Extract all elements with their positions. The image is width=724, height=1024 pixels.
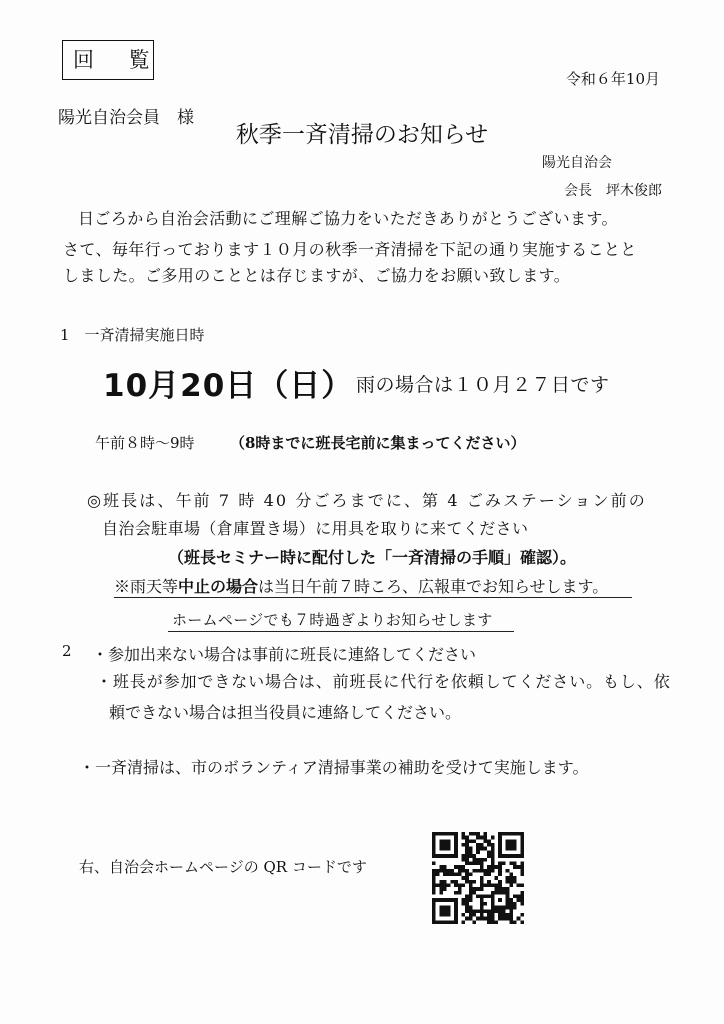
cancel-prefix: ※雨天等 bbox=[114, 577, 179, 596]
qr-code-icon[interactable] bbox=[432, 832, 524, 924]
section-1-heading: 1 一斉清掃実施日時 bbox=[60, 326, 205, 344]
qr-caption: 右、自治会ホームページの QR コードです bbox=[79, 858, 367, 876]
section-2-item-2-cont: 頼できない場合は担当役員に連絡してください。 bbox=[109, 703, 462, 722]
section-2-item-1: ・参加出来ない場合は事前に班長に連絡してください bbox=[92, 645, 477, 664]
homepage-note: ホームページでも７時過ぎよりお知らせします bbox=[172, 611, 493, 629]
section-2-number: 2 bbox=[62, 642, 72, 660]
gather-note: （8時までに班長宅前に集まってください） bbox=[230, 434, 526, 452]
circulation-stamp: 回 覧 bbox=[62, 40, 154, 80]
cancel-suffix: は当日午前７時ころ、広報車でお知らせします。 bbox=[258, 577, 609, 596]
cancel-underline bbox=[114, 597, 632, 598]
organization-name: 陽光自治会 bbox=[542, 155, 612, 171]
leader-note-line-3: （班長セミナー時に配付した「一斉清掃の手順」確認）。 bbox=[168, 548, 577, 567]
chair-name: 会長 坪木俊郎 bbox=[564, 183, 662, 199]
cancel-bold: 中止の場合 bbox=[178, 577, 259, 596]
leader-note-line-1: ◎班長は、午前 7 時 40 分ごろまでに、第 4 ごみステーション前の bbox=[87, 491, 647, 510]
intro-line-2: さて、毎年行っております１０月の秋季一斉清掃を下記の通り実施することと bbox=[63, 240, 637, 259]
intro-line-1: 日ごろから自治会活動にご理解ご協力をいただきありがとうございます。 bbox=[78, 209, 618, 228]
addressee: 陽光自治会員 様 bbox=[58, 108, 194, 128]
subsidy-note: ・一斉清掃は、市のボランティア清掃事業の補助を受けて実施します。 bbox=[79, 758, 589, 777]
page-title: 秋季一斉清掃のお知らせ bbox=[235, 122, 489, 148]
cancel-note bbox=[114, 574, 608, 597]
cleanup-time: 午前８時～9時 bbox=[95, 434, 195, 452]
intro-line-3: しました。ご多用のこととは存じますが、ご協力をお願い致します。 bbox=[63, 266, 571, 285]
section-2-item-2: ・班長が参加できない場合は、前班長に代行を依頼してください。もし、依 bbox=[96, 672, 671, 691]
cleanup-date: 10月20日（日） bbox=[103, 368, 354, 404]
leader-note-line-2: 自治会駐車場（倉庫置き場）に用具を取りに来てください bbox=[102, 519, 529, 538]
notice-date: 令和６年10月 bbox=[565, 70, 660, 88]
rain-date: 雨の場合は１０月２７日です bbox=[356, 374, 610, 396]
homepage-underline bbox=[168, 631, 514, 632]
